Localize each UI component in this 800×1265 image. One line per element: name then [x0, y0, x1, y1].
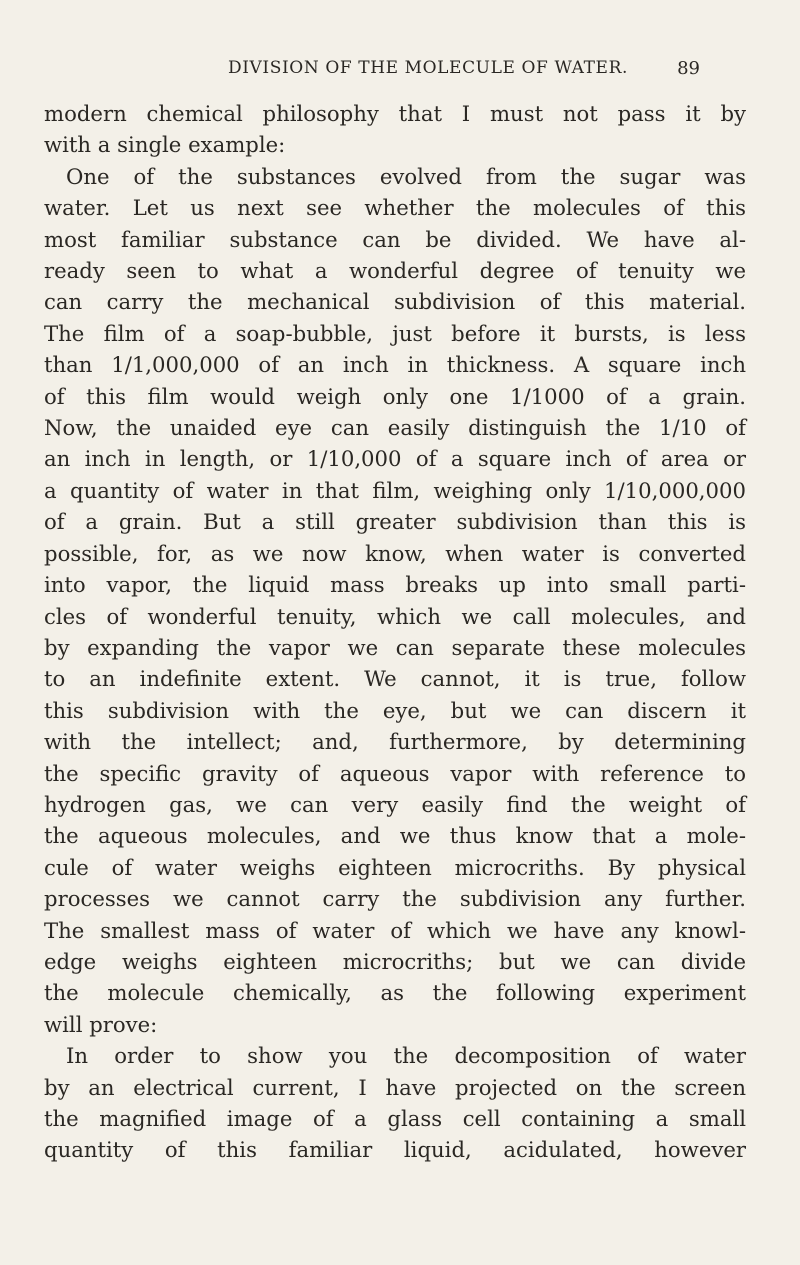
text-line: the aqueous molecules, and we thus know that a mole- [44, 823, 746, 849]
text-line: The smallest mass of water of which we have any knowl- [44, 917, 746, 943]
running-head: DIVISION OF THE MOLECULE OF WATER. [228, 58, 628, 78]
text-line: The film of a soap-bubble, just before it bursts, is less [44, 320, 746, 346]
text-line: with a single example: [44, 132, 286, 158]
text-line: One of the substances evolved from the sugar was [66, 163, 746, 189]
text-line: ready seen to what a wonderful degree of tenuity we [44, 258, 746, 284]
text-line: processes we cannot carry the subdivision any further. [44, 886, 746, 912]
text-line: into vapor, the liquid mass breaks up into small parti- [44, 572, 746, 598]
text-line: the specific gravity of aqueous vapor with reference to [44, 760, 746, 786]
text-line: can carry the mechanical subdivision of this material. [44, 289, 746, 315]
text-line: this subdivision with the eye, but we can discern it [44, 697, 746, 723]
text-line: hydrogen gas, we can very easily find the weight of [44, 791, 746, 817]
page-number: 89 [677, 58, 700, 79]
page-header [0, 58, 800, 88]
text-line: to an indefinite extent. We cannot, it is true, follow [44, 666, 746, 692]
text-line: with the intellect; and, furthermore, by determining [44, 729, 746, 755]
text-line: In order to show you the decomposition of water [66, 1043, 746, 1069]
text-line: water. Let us next see whether the molecules of this [44, 195, 746, 221]
body-text [44, 98, 746, 1166]
text-line: edge weighs eighteen microcriths; but we can divide [44, 948, 746, 974]
text-line: cule of water weighs eighteen microcriths. By physical [44, 854, 746, 880]
text-line: most familiar substance can be divided. We have al- [44, 226, 746, 252]
text-line: modern chemical philosophy that I must not pass it by [44, 101, 746, 126]
text-line: quantity of this familiar liquid, acidulated, however [44, 1137, 746, 1163]
text-line: cles of wonderful tenuity, which we call molecules, and [44, 603, 746, 629]
text-line: by an electrical current, I have projected on the screen [44, 1074, 746, 1100]
text-line: of a grain. But a still greater subdivision than this is [44, 509, 746, 535]
text-line: the magnified image of a glass cell containing a small [44, 1106, 746, 1131]
text-line: of this film would weigh only one 1/1000 of a grain. [44, 383, 746, 409]
text-line: an inch in length, or 1/10,000 of a square inch of area or [44, 446, 746, 472]
text-line: than 1/1,000,000 of an inch in thickness. A square inch [44, 352, 746, 378]
text-line: possible, for, as we now know, when water is converted [44, 540, 746, 566]
text-line: will prove: [44, 1011, 158, 1037]
text-line: a quantity of water in that film, weighing only 1/10,000,000 [44, 477, 746, 503]
text-line: by expanding the vapor we can separate these molecules [44, 634, 746, 660]
text-line: the molecule chemically, as the following experiment [44, 980, 746, 1006]
text-line: Now, the unaided eye can easily distinguish the 1/10 of [44, 415, 746, 441]
